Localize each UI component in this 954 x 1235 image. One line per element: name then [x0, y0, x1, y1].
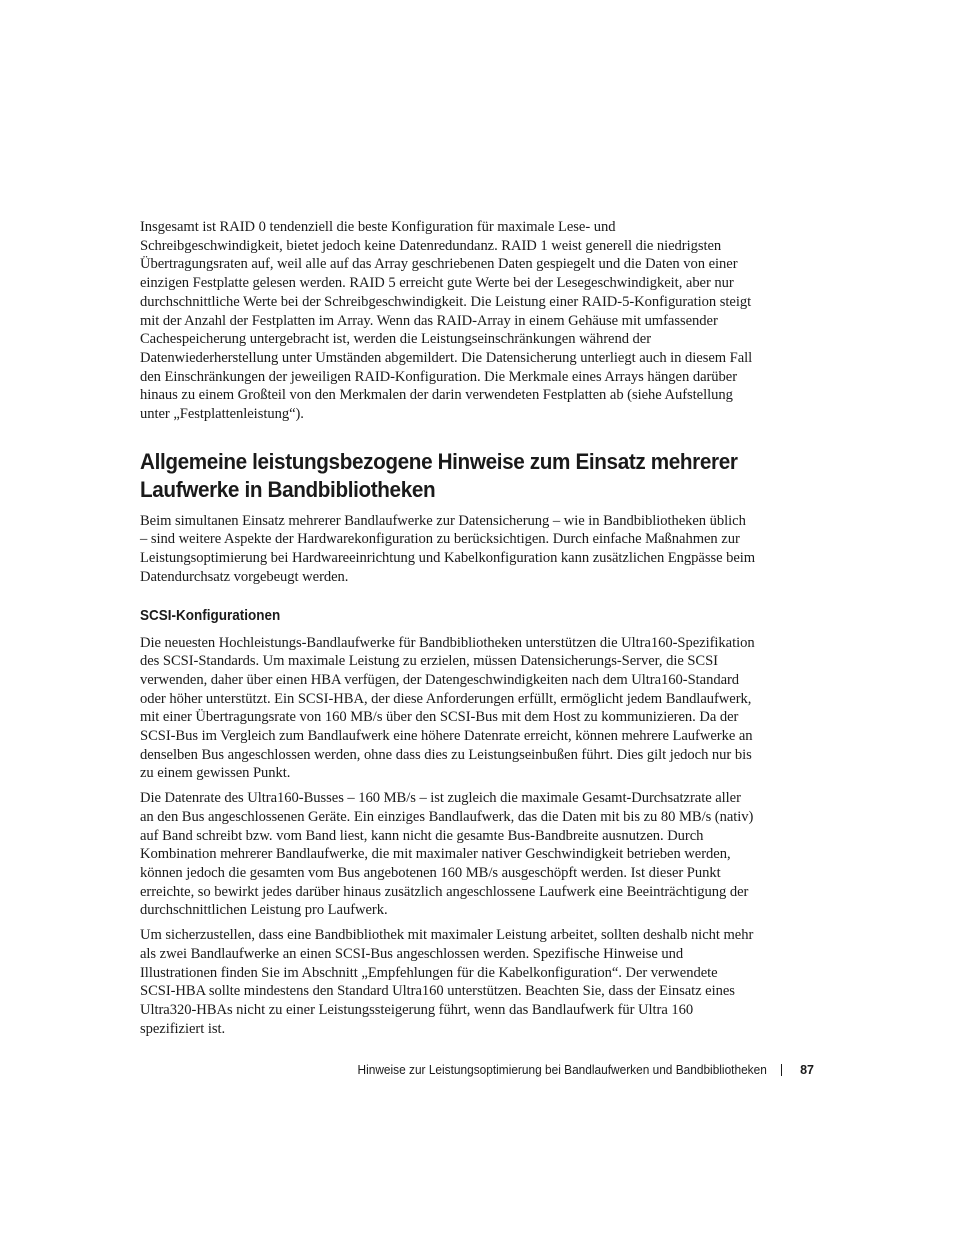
subsection-paragraph-2: Die Datenrate des Ultra160-Busses – 160 MB/s – ist zugleich die maximale Gesamt-Durchsatzrate aller an den Bus angeschlossenen Geräte. Ein einziges Bandlaufwerk, das die Daten mit bis zu 80 MB/s (nativ) auf Band schreibt bzw. vom Band liest, kann nicht die gesamte Bus-Bandbreite ausnutzen. Durch Kombination mehrerer Bandlaufwerke, die mit maximaler nativer Geschwindigkeit betrieben werden, können jedoch die gesamten vom Bus angebotenen 160 MB/s ausgeschöpft werden. Ist dieser Punkt erreichte, so bewirkt jedes darüber hinaus zusätzlich angeschlossene Laufwerk eine Beeinträchtigung der durchschnittlichen Leistung pro Laufwerk. — [140, 790, 754, 919]
intro-paragraph: Insgesamt ist RAID 0 tendenziell die beste Konfiguration für maximale Lese- und Schreibgeschwindigkeit, bietet jedoch keine Datenredundanz. RAID 1 weist generell die niedrigsten Übertragungsraten auf, weil alle auf das Array geschriebenen Daten gespiegelt und die Daten von einer einzigen Festplatte gelesen werden. RAID 5 erreicht gute Werte bei der Lesegeschwindigkeit, aber nur durchschnittliche Werte bei der Schreibgeschwindigkeit. Die Leistung einer RAID-5-Konfiguration steigt mit der Anzahl der Festplatten im Array. Wenn das RAID-Array in einem Gehäuse mit umfassender Cachespeicherung untergebracht ist, werden die Leistungseinschränkungen während der Datenwiederherstellung unter Umständen abgemildert. Die Datensicherung unterliegt auch in diesem Fall den Einschränkungen der jeweiligen RAID-Konfiguration. Die Merkmale eines Arrays hängen darüber hinaus zu einem Großteil von den Merkmalen der darin verwendeten Festplatten ab (siehe Aufstellung unter „Festplattenleistung“). — [140, 219, 753, 423]
section-paragraph: Beim simultanen Einsatz mehrerer Bandlaufwerke zur Datensicherung – wie in Bandbibliotheken üblich – sind weitere Aspekte der Hardwarekonfiguration zu berücksichtigen. Durch einfache Maßnahmen zur Leistungsoptimierung bei Hardwareeinrichtung und Kabelkonfiguration kann zusätzlichen Engpässe beim Datendurchsatz vorgebeugt werden. — [140, 512, 756, 585]
subsection-heading: SCSI-Konfigurationen — [140, 606, 281, 624]
page-number: 87 — [800, 1063, 814, 1077]
section-heading: Allgemeine leistungsbezogene Hinweise zum Einsatz mehrerer Laufwerke in Bandbibliotheken — [140, 448, 738, 502]
footer-separator — [781, 1064, 782, 1076]
subsection-paragraph-3: Um sicherzustellen, dass eine Bandbibliothek mit maximaler Leistung arbeitet, sollten deshalb nicht mehr als zwei Bandlaufwerke an einen SCSI-Bus angeschlossen werden. Spezifische Hinweise und Illustrationen finden Sie im Abschnitt „Empfehlungen für die Kabelkonfiguration“. Der verwendete SCSI-HBA sollte mindestens den Standard Ultra160 unterstützen. Beachten Sie, dass der Einsatz eines Ultra320-HBAs nicht zu einer Leistungssteigerung führt, wenn das Bandlaufwerk für Ultra 160 spezifiziert ist. — [140, 927, 754, 1037]
footer-title: Hinweise zur Leistungsoptimierung bei Bandlaufwerken und Bandbibliotheken — [357, 1063, 768, 1077]
subsection-paragraph-1: Die neuesten Hochleistungs-Bandlaufwerke für Bandbibliotheken unterstützen die Ultra160-Spezifikation des SCSI-Standards. Um maximale Leistung zu erzielen, müssen Datensicherungs-Server, die SCSI verwenden, daher über einen HBA verfügen, der Datengeschwindigkeiten nach dem Ultra160-Standard oder höher unterstützt. Ein SCSI-HBA, der diese Anforderungen erfüllt, ermöglicht jedem Bandlaufwerk, mit einer Übertragungsrate von 160 MB/s über den SCSI-Bus mit dem Host zu kommunizieren. Da der SCSI-Bus im Vergleich zum Bandlaufwerk eine höhere Datenrate erreicht, können mehrere Laufwerke an denselben Bus angeschlossen werden, ohne dass dies zu Leistungseinbußen führt. Dies gilt jedoch nur bis zu einem gewissen Punkt. — [140, 634, 755, 782]
page-footer — [336, 1062, 814, 1078]
page-content — [140, 218, 756, 1038]
